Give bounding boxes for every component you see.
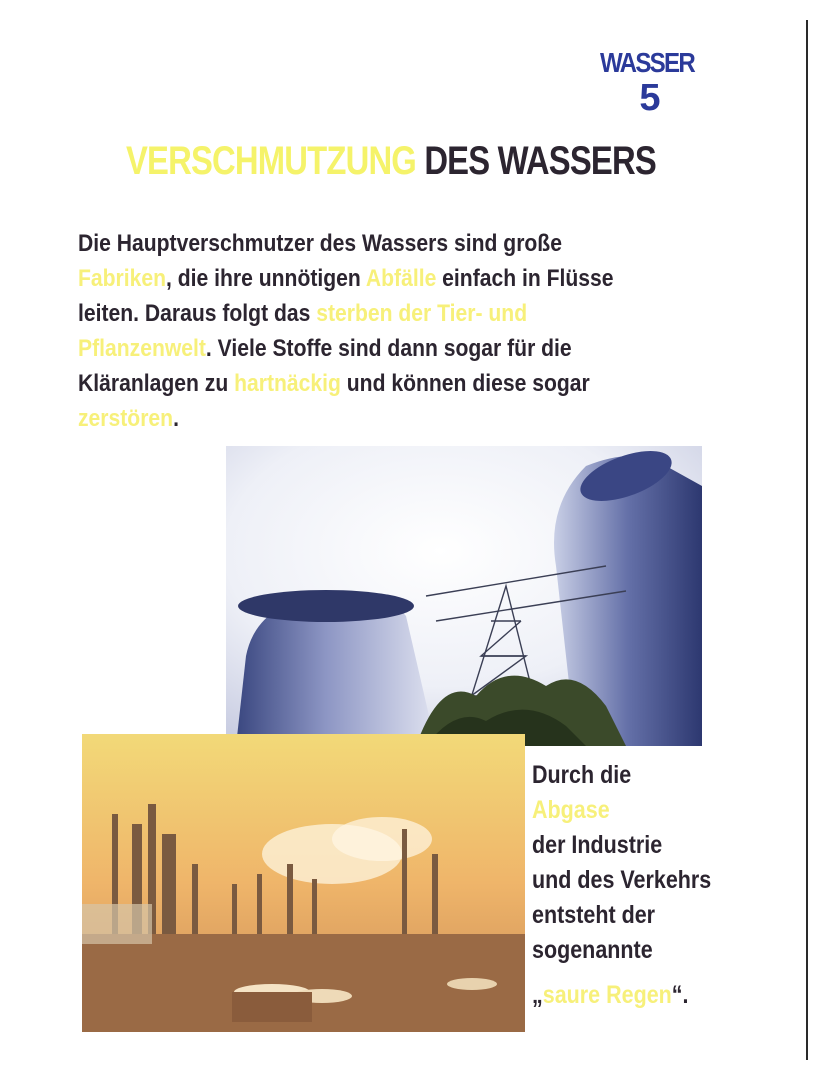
quote-open: „ — [532, 981, 543, 1009]
side-line: Durch die — [532, 761, 632, 789]
highlight-word: hartnäckig — [234, 370, 341, 397]
cooling-towers-photo — [226, 446, 702, 746]
paragraph-text: . Viele Stoffe sind dann sogar für die Kläranlagen zu — [78, 335, 572, 397]
page-edge-line — [806, 20, 808, 1060]
page-title — [126, 138, 656, 184]
refinery-photo — [82, 734, 525, 1032]
highlight-word: Abgase — [532, 796, 610, 824]
highlight-word: Fabriken — [78, 265, 167, 292]
paragraph-text: Die Hauptverschmutzer des Wassers sind große — [78, 230, 562, 257]
paragraph-text: und können diese sogar — [346, 370, 590, 397]
chapter-word: WASSER — [599, 47, 695, 78]
side-line: und des Verkehrs — [532, 866, 712, 894]
quote-close: “. — [671, 981, 689, 1009]
paragraph-text: einfach in Flüsse leiten. Daraus folgt das — [78, 265, 614, 327]
title-rest: DES WASSERS — [424, 139, 656, 183]
side-line: der Industrie — [532, 831, 663, 859]
title-highlight: VERSCHMUTZUNG — [126, 139, 417, 183]
side-last-line — [532, 978, 721, 1013]
main-paragraph — [78, 226, 641, 436]
highlight-word: sterben der Tier- und Pflanzenwelt — [78, 300, 528, 362]
highlight-word: saure Regen — [542, 981, 672, 1009]
paragraph-text: , die ihre unnötigen — [166, 265, 361, 292]
chapter-number: 5 — [639, 77, 661, 119]
side-line: sogenannte — [532, 936, 653, 964]
paragraph-text: . — [173, 405, 179, 432]
highlight-word: Abfälle — [365, 265, 437, 292]
highlight-word: zerstören — [78, 405, 174, 432]
side-text — [532, 758, 721, 1013]
chapter-marker — [586, 48, 708, 118]
side-line: entsteht der — [532, 901, 656, 929]
